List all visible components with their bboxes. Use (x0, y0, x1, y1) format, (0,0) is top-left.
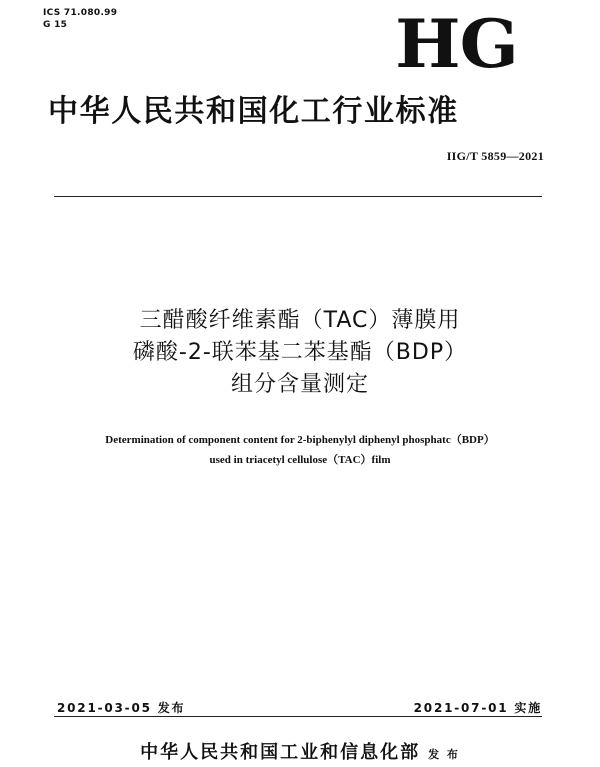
english-title-line-2: used in triacetyl cellulose（TAC）film (209, 454, 391, 466)
ics-code: ICS 71.080.99 (43, 8, 118, 18)
publish-date: 2021-03-05 发布 (57, 701, 186, 715)
english-title-line-1: Determination of component content for 2-biphenylyl diphenyl phosphatc（BDP） (105, 434, 495, 446)
chinese-title (0, 305, 600, 401)
hg-logo: HG (395, 5, 518, 83)
issue-action: 发 布 (428, 748, 460, 761)
bottom-divider (54, 716, 542, 717)
chinese-title-line-2: 磷酸-2-联苯基二苯基酯（BDP） (132, 340, 468, 365)
issuing-authority (0, 742, 600, 766)
standard-category-title: 中华人民共和国化工行业标准 (48, 94, 459, 129)
standard-number: IIG/T 5859—2021 (446, 149, 544, 163)
top-divider (54, 196, 542, 197)
issuer-name: 中华人民共和国工业和信息化部 (140, 742, 421, 763)
implementation-date: 2021-07-01 实施 (413, 701, 542, 715)
chinese-title-line-3: 组分含量测定 (230, 372, 369, 397)
classification-code: G 15 (43, 20, 68, 30)
english-title (0, 430, 600, 470)
chinese-title-line-1: 三醋酸纤维素酯（TAC）薄膜用 (139, 308, 461, 333)
